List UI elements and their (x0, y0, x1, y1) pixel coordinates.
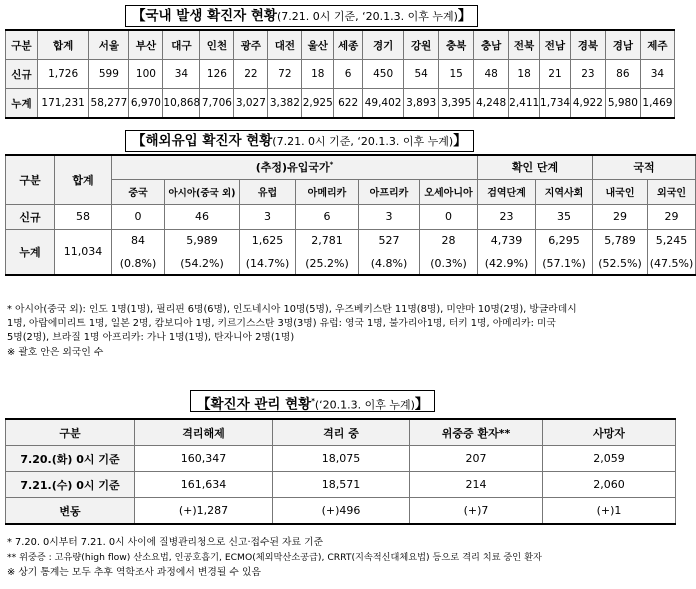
overseas-note-line: 1명, 아랍에미리트 1명, 일본 2명, 캄보디아 1명, 키르기스스탄 3명(3명) 유럽: 영국 1명, 불가리아1명, 터키 1명, 아메리카: 미국 (7, 318, 556, 329)
domestic-header-cell: 전남 (540, 30, 571, 60)
management-cell: 2,060 (543, 472, 676, 498)
domestic-cell: 1,469 (640, 89, 674, 119)
management-header-cell: 사망자 (543, 419, 676, 446)
domestic-row-cumulative (6, 89, 675, 119)
domestic-cell: 누계 (6, 89, 38, 119)
domestic-cell: 6 (334, 60, 363, 89)
domestic-cell: 622 (334, 89, 363, 119)
management-row (6, 498, 676, 525)
domestic-cell: 171,231 (37, 89, 88, 119)
domestic-header-cell: 울산 (302, 30, 334, 60)
domestic-header-cell: 경북 (570, 30, 605, 60)
overseas-pct-cell: (0.3%) (420, 252, 478, 275)
overseas-note-line: * 아시아(중국 외): 인도 1명(1명), 필리핀 6명(6명), 인도네시아 10명(5명), 우즈베키스탄 11명(8명), 미얀마 10명(2명), 방글라데시 (7, 304, 577, 315)
overseas-pct-cell: (52.5%) (593, 252, 648, 275)
overseas-table (5, 154, 696, 276)
overseas-header-country-mark: * (329, 160, 334, 169)
overseas-header-nation: 국적 (593, 155, 696, 179)
overseas-pct-cell: (57.1%) (536, 252, 593, 275)
overseas-cell: 0 (112, 204, 165, 229)
overseas-cell: 3 (359, 204, 420, 229)
management-title-text: 【확진자 관리 현황 (197, 396, 312, 413)
management-cell: 7.20.(화) 0시 기준 (6, 446, 135, 472)
domestic-cell: 18 (509, 60, 540, 89)
overseas-subheader-cell: 지역사회 (536, 179, 593, 204)
overseas-subheader-cell: 내국인 (593, 179, 648, 204)
management-title (190, 390, 435, 412)
overseas-note-line: ※ 괄호 안은 외국인 수 (7, 347, 104, 358)
domestic-title-subtitle: (7.21. 0시 기준, ‘20.1.3. 이후 누계) (276, 10, 458, 23)
overseas-header-country (112, 155, 478, 179)
management-header-cell: 구분 (6, 419, 135, 446)
domestic-title (125, 5, 478, 27)
domestic-title-close: 】 (457, 8, 472, 24)
overseas-title (125, 130, 474, 152)
domestic-cell: 3,893 (404, 89, 439, 119)
overseas-pct-cell: (25.2%) (296, 252, 359, 275)
management-cell: 214 (410, 472, 543, 498)
management-note-line: ※ 상기 통계는 모두 추후 역학조사 과정에서 변경될 수 있음 (7, 567, 261, 578)
overseas-pct-cell: (4.8%) (359, 252, 420, 275)
management-title-close: 】 (414, 396, 429, 413)
overseas-cell: 58 (55, 204, 112, 229)
domestic-header-cell: 광주 (234, 30, 268, 60)
overseas-header-total: 합계 (55, 155, 112, 204)
overseas-subheader-cell: 검역단계 (478, 179, 536, 204)
domestic-cell: 2,411 (509, 89, 540, 119)
overseas-title-subtitle: (7.21. 0시 기준, ‘20.1.3. 이후 누계) (272, 135, 454, 148)
domestic-cell: 4,922 (570, 89, 605, 119)
overseas-cell: 5,789 (593, 229, 648, 252)
management-cell: 161,634 (135, 472, 273, 498)
overseas-pct-cell: (0.8%) (112, 252, 165, 275)
domestic-cell: 4,248 (474, 89, 509, 119)
domestic-header-cell: 합계 (37, 30, 88, 60)
overseas-cell: 84 (112, 229, 165, 252)
overseas-cell: 1,625 (240, 229, 296, 252)
management-cell: (+)496 (273, 498, 410, 525)
domestic-cell: 22 (234, 60, 268, 89)
overseas-cell: 29 (648, 204, 696, 229)
domestic-cell: 54 (404, 60, 439, 89)
management-header-cell: 격리 중 (273, 419, 410, 446)
management-cell: 18,571 (273, 472, 410, 498)
domestic-cell: 48 (474, 60, 509, 89)
domestic-header-cell: 경기 (363, 30, 404, 60)
domestic-header-cell: 인천 (200, 30, 234, 60)
overseas-subheader-cell: 유럽 (240, 179, 296, 204)
domestic-header-cell: 전북 (509, 30, 540, 60)
management-cell: 207 (410, 446, 543, 472)
domestic-cell: 1,726 (37, 60, 88, 89)
overseas-subheader-cell: 중국 (112, 179, 165, 204)
overseas-note-line: 5명(2명), 브라질 1명 아프리카: 가나 1명(1명), 탄자니아 2명(1명) (7, 332, 295, 343)
overseas-cell: 23 (478, 204, 536, 229)
domestic-header-cell: 충북 (439, 30, 474, 60)
overseas-cell: 2,781 (296, 229, 359, 252)
domestic-header-cell: 구분 (6, 30, 38, 60)
overseas-row-cumulative (6, 229, 696, 252)
overseas-subheader-cell: 아프리카 (359, 179, 420, 204)
management-note-line: ** 위중증 : 고유량(high flow) 산소요법, 인공호흡기, ECMO(체외막산소공급), CRRT(지속적신대체요법) 등으로 격리 치료 중인 환자 (7, 552, 542, 563)
management-cell: 변동 (6, 498, 135, 525)
domestic-cell: 58,277 (89, 89, 129, 119)
overseas-cell: 0 (420, 204, 478, 229)
domestic-cell: 10,868 (163, 89, 200, 119)
overseas-cell: 6,295 (536, 229, 593, 252)
overseas-subheader-cell: 외국인 (648, 179, 696, 204)
domestic-row-new (6, 60, 675, 89)
domestic-cell: 100 (129, 60, 163, 89)
domestic-header-cell: 대전 (268, 30, 302, 60)
domestic-header-row (6, 30, 675, 60)
overseas-title-close: 】 (453, 133, 467, 149)
management-header-cell: 격리해제 (135, 419, 273, 446)
domestic-cell: 450 (363, 60, 404, 89)
domestic-cell: 72 (268, 60, 302, 89)
domestic-cell: 18 (302, 60, 334, 89)
management-cell: 160,347 (135, 446, 273, 472)
overseas-subheader-cell: 오세아니아 (420, 179, 478, 204)
domestic-cell: 6,970 (129, 89, 163, 119)
overseas-header-gubun: 구분 (6, 155, 55, 204)
domestic-cell: 86 (605, 60, 640, 89)
domestic-header-cell: 충남 (474, 30, 509, 60)
domestic-cell: 신규 (6, 60, 38, 89)
overseas-cell: 5,245 (648, 229, 696, 252)
management-cell: 18,075 (273, 446, 410, 472)
domestic-cell: 3,027 (234, 89, 268, 119)
overseas-cell: 5,989 (165, 229, 240, 252)
domestic-cell: 1,734 (540, 89, 571, 119)
management-title-mark: * (311, 397, 315, 405)
management-cell: (+)1,287 (135, 498, 273, 525)
domestic-cell: 126 (200, 60, 234, 89)
domestic-header-cell: 부산 (129, 30, 163, 60)
domestic-cell: 15 (439, 60, 474, 89)
domestic-table (5, 29, 675, 119)
management-cell: (+)7 (410, 498, 543, 525)
management-title-subtitle: (‘20.1.3. 이후 누계) (314, 398, 415, 412)
domestic-cell: 7,706 (200, 89, 234, 119)
management-row (6, 446, 676, 472)
overseas-cell: 28 (420, 229, 478, 252)
domestic-cell: 3,382 (268, 89, 302, 119)
management-table (5, 418, 676, 525)
domestic-title-text: 【국내 발생 확진자 현황 (132, 8, 277, 24)
management-note-line: * 7.20. 0시부터 7.21. 0시 사이에 질병관리청으로 신고·접수된 자료 기준 (7, 537, 324, 548)
management-cell: (+)1 (543, 498, 676, 525)
management-header-cell: 위중증 환자** (410, 419, 543, 446)
overseas-subheader-cell: 아메리카 (296, 179, 359, 204)
domestic-cell: 21 (540, 60, 571, 89)
management-header-row (6, 419, 676, 446)
overseas-pct-cell: (42.9%) (478, 252, 536, 275)
overseas-subheader-cell: 아시아(중국 외) (165, 179, 240, 204)
overseas-cell: 4,739 (478, 229, 536, 252)
overseas-cell: 527 (359, 229, 420, 252)
overseas-header-confirm: 확인 단계 (478, 155, 593, 179)
management-row (6, 472, 676, 498)
overseas-cell: 46 (165, 204, 240, 229)
overseas-pct-cell: (14.7%) (240, 252, 296, 275)
overseas-cell: 29 (593, 204, 648, 229)
domestic-header-cell: 제주 (640, 30, 674, 60)
domestic-header-cell: 강원 (404, 30, 439, 60)
overseas-cell: 6 (296, 204, 359, 229)
domestic-cell: 2,925 (302, 89, 334, 119)
overseas-cell: 3 (240, 204, 296, 229)
domestic-cell: 3,395 (439, 89, 474, 119)
domestic-cell: 23 (570, 60, 605, 89)
domestic-cell: 49,402 (363, 89, 404, 119)
overseas-label-new: 신규 (6, 204, 55, 229)
overseas-row-new (6, 204, 696, 229)
overseas-pct-cell: (54.2%) (165, 252, 240, 275)
overseas-cell: 35 (536, 204, 593, 229)
domestic-cell: 599 (89, 60, 129, 89)
overseas-pct-cell: (47.5%) (648, 252, 696, 275)
domestic-cell: 34 (640, 60, 674, 89)
domestic-cell: 34 (163, 60, 200, 89)
domestic-header-cell: 경남 (605, 30, 640, 60)
domestic-cell: 5,980 (605, 89, 640, 119)
domestic-header-cell: 대구 (163, 30, 200, 60)
management-cell: 2,059 (543, 446, 676, 472)
management-cell: 7.21.(수) 0시 기준 (6, 472, 135, 498)
domestic-header-cell: 서울 (89, 30, 129, 60)
overseas-title-text: 【해외유입 확진자 현황 (132, 133, 273, 149)
domestic-header-cell: 세종 (334, 30, 363, 60)
overseas-cell: 11,034 (55, 229, 112, 275)
overseas-header-row-1 (6, 155, 696, 179)
overseas-label-cumulative: 누계 (6, 229, 55, 275)
overseas-header-country-text: (추정)유입국가 (255, 161, 330, 175)
